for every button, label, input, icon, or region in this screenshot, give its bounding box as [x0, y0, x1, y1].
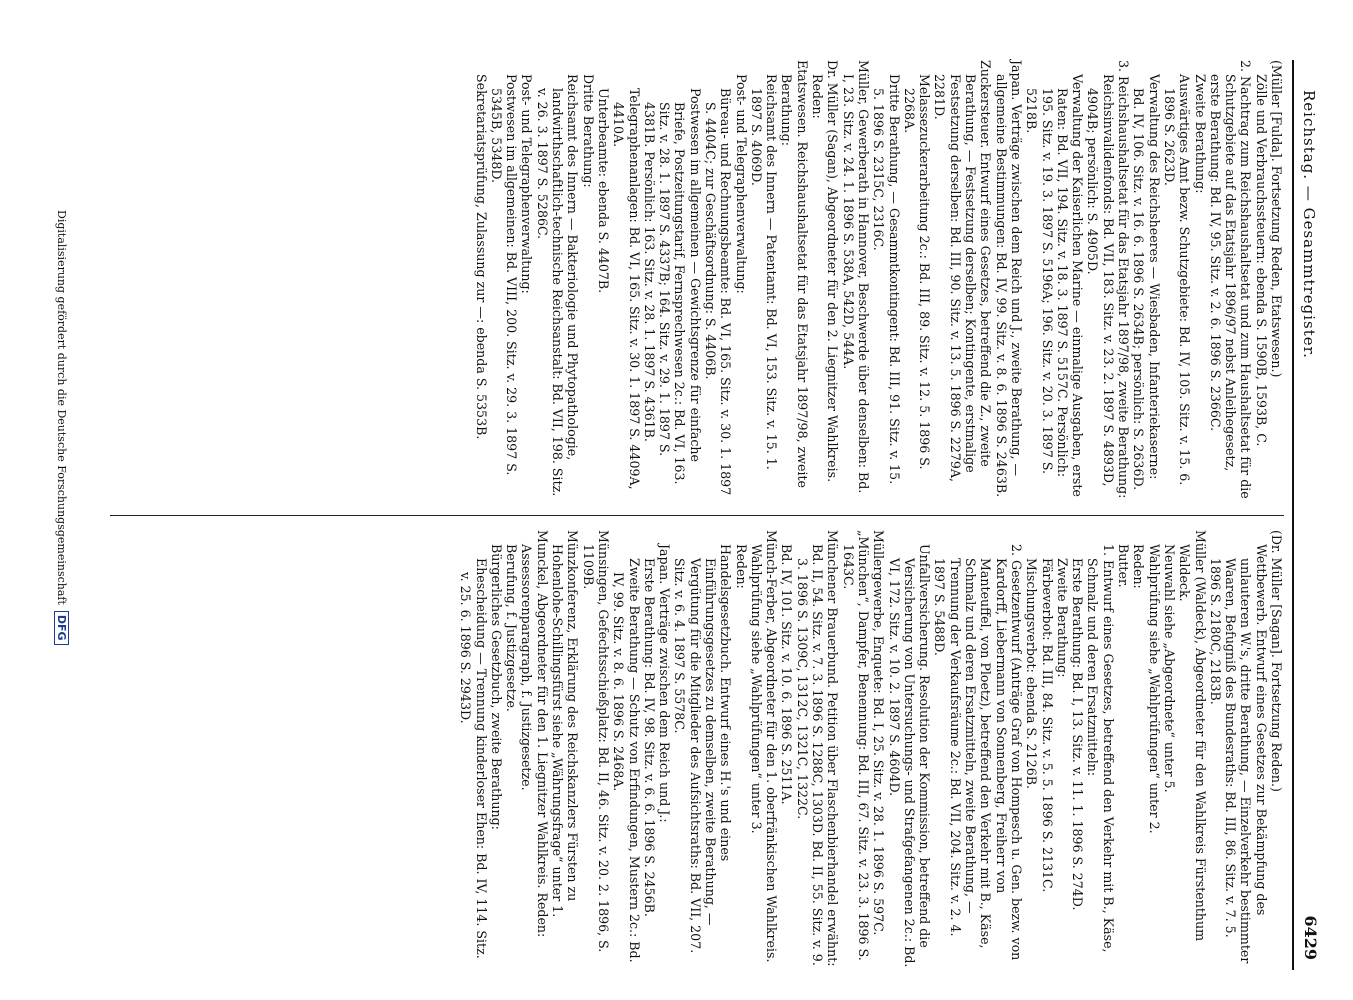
register-entry: Färbeverbot: Bd. III, 84. Sitz. v. 5. 5. 1896 S. 2131C.: [1039, 558, 1055, 893]
register-entry: 2. Gesetzentwurf (Anträge Graf von Hompesch u. Gen. bezw. von Kardorff, Liebermann von Sonnenberg, Freiherr von Manteuffel, von Ploetz), betreffend den Verkehr mit B., Käse, Schmalz und deren Ersatzmitteln, zweite Berathung, — Trennung der Verkaufsräume 2c.: Bd. VII, 204. Sitz. v. 2. 4. 1897 S. 5488D.: [932, 544, 1024, 961]
running-title: Reichstag. — Gesammtregister.: [1300, 90, 1318, 359]
register-entry: Berufung, f. Justizgesetze.: [504, 544, 520, 712]
funding-note: Digitalisierung gefördert durch die Deutsche Forschungsgemeinschaft: [55, 210, 68, 605]
page-number: 6429: [1301, 915, 1320, 960]
register-entry: Reden:: [733, 544, 749, 589]
register-entry: (Dr. Müller [Sagan]. Fortsetzung Reden.): [1269, 530, 1284, 792]
register-entry: Müller (Waldeck), Abgeordneter für den Wahlkreis Fürstenthum Waldeck.: [1177, 530, 1208, 942]
register-entry: 1. Entwurf eines Gesetzes, betreffend den Verkehr mit B., Käse, Schmalz und deren Ersatzmitteln:: [1085, 544, 1116, 953]
register-entry: Erste Berathung: Bd. IV, 98. Sitz. v. 6. 6. 1896 S. 2456B.: [641, 558, 657, 917]
register-entry: Bd. II, 54. Sitz. v. 7. 3. 1896 S. 1288C, 1303D. Bd. II, 55. Sitz. v. 9. 3. 1896 S. 1309C, 1312C, 1321C, 1322C.: [794, 544, 826, 966]
footer: [54, 210, 69, 645]
register-entry: Büreau- und Rechnungsbeamte: Bd. VI, 165. Sitz. v. 30. 1. 1897 S. 4404C; zur Geschäftsordnung: S. 4406B.: [703, 88, 734, 496]
register-entry: Melassezuckerarbeitung 2c.: Bd. III, 89. Sitz. v. 12. 5. 1896 S. 2268A.: [901, 74, 933, 470]
register-entry: Munckel, Abgeordneter für den 1. Liegnitzer Wahlkreis. Reden:: [534, 530, 550, 938]
register-entry: Postwesen im allgemeinen: Bd. VIII, 200. Sitz. v. 29. 3. 1897 S. 5345B, 5348D.: [488, 74, 520, 476]
register-entry: Wahlprüfung siehe „Wahlprüfungen“ unter 2.: [1146, 544, 1162, 834]
register-entry: Müller, Gewerberath in Hannover, Beschwerde über denselben: Bd. I, 23. Sitz. v. 24. 1. 1896 S. 538A, 542D, 544A.: [840, 60, 871, 494]
register-entry: Assessorenparagraph, f. Justizgesetze.: [519, 544, 535, 791]
register-entry: Müllergewerbe, Enquete: Bd. I, 25. Sitz. v. 28. 1. 1896 S. 597C.: [871, 530, 887, 936]
register-entry: Münzkonferenz, Erklärung des Reichskanzlers Fürsten zu Hohenlohe-Schillingsfürst siehe „Währungsfrage“ unter 1.: [550, 530, 581, 918]
register-entry: „München“, Dampfer, Benennung: Bd. III, 67. Sitz. v. 23. 3. 1896 S. 1643C.: [840, 530, 871, 961]
register-entry: Zuckersteuer. Entwurf eines Gesetzes, betreffend die Z., zweite Berathung, — Festsetzung derselben; Kontingente, erstmalige Festsetzung derselben: Bd. III, 90. Sitz. v. 13. 5. 1896 S. 2279A, 2281D.: [932, 60, 994, 482]
register-entry: Reichsinvalidenfonds: Bd. VII, 183. Sitz. v. 23. 2. 1897 S. 4893D, 4904B; persönlich: S. 4905D.: [1085, 74, 1116, 487]
register-entry: Mischungsverbot: ebenda S. 2126B.: [1024, 558, 1040, 789]
register-entry: Post- und Telegraphenverwaltung:: [733, 74, 749, 294]
page: [50, 40, 1340, 990]
register-entry: Japan. Verträge zwischen dem Reich und J.:: [657, 544, 673, 823]
register-entry: Dritte Berathung, — Gesammtkontingent: Bd. III, 91. Sitz. v. 15. 5. 1896 S. 2315C, 2316C.: [871, 74, 902, 485]
register-entry: Zweite Berathung:: [1054, 558, 1070, 678]
register-entry: Wettbewerb. Entwurf eines Gesetzes zur Bekämpfung des unlauteren W.'s, dritte Berathung, — Einzelverkehr bestimmter Waaren, Befugniß des Bundesraths: Bd. III, 86. Sitz. v. 7. 5. 1896 S. 2180C, 2183B.: [1207, 544, 1269, 964]
register-entry: Münch-Ferber, Abgeordneter für den 1. oberfränkischen Wahlkreis.: [764, 530, 780, 963]
register-entry: (Müller [Fulda]. Fortsetzung Reden, Etatswesen.): [1269, 60, 1284, 378]
register-entry: Japan. Verträge zwischen dem Reich und J., zweite Berathung, — allgemeine Bestimmungen: Bd. IV, 99. Sitz. v. 8. 6. 1896 S. 2463B.: [993, 60, 1024, 498]
register-entry: Auswärtiges Amt bezw. Schutzgebiete: Bd. IV, 105. Sitz. v. 15. 6. 1896 S. 2623D.: [1161, 74, 1193, 486]
register-entry: Wahlprüfung siehe „Wahlprüfungen“ unter 3.: [748, 544, 764, 834]
register-entry: 3. Reichshaushaltsetat für das Etatsjahr 1897/98, zweite Berathung:: [1116, 60, 1132, 499]
register-entry: Bürgerliches Gesetzbuch, zweite Berathung:: [488, 544, 504, 830]
register-entry: Zölle und Verbrauchssteuern: ebenda S. 1590B, 1593B, C.: [1253, 74, 1269, 447]
register-entry: Post- und Telegraphenverwaltung:: [519, 74, 535, 294]
column-right: [110, 530, 1284, 970]
register-entry: Unfallversicherung. Resolution der Kommission, betreffend die Versicherung von Untersuchungs- und Strafgefangenen 2c.: Bd. VI, 172. Sitz. v. 10. 2. 1897 S. 4604D.: [886, 544, 933, 968]
register-entry: Unterbeamte: ebenda S. 4407B.: [595, 88, 611, 294]
register-entry: Handelsgesetzbuch. Entwurf eines H.'s und eines Einführungsgesetzes zu demselben, zweite Berathung, — Vergütung für die Mitglieder des Aufsichtsraths: Bd. VII, 207. Sitz. v. 6. 4. 1897 S. 5578C.: [672, 544, 734, 954]
register-entry: Reichsamt des Innern — Bakteriologie und Phytopathologie, landwirthschaftlich-technische Reichsanstalt: Bd. VII, 198. Sitz. v. 26. 3. 1897 S. 5286C.: [534, 74, 581, 497]
register-entry: 2. Nachtrag zum Reichshaushaltsetat und zum Haushaltsetat für die Schutzgebiete auf das Etatsjahr 1896/97 nebst Anleihegesetz, erste Berathung: Bd. IV, 95. Sitz. v. 2. 6. 1896 S. 2366C.: [1207, 60, 1254, 499]
column-left: [110, 60, 1284, 500]
register-entry: Dritte Berathung:: [580, 74, 596, 188]
register-entry: Zweite Berathung:: [1192, 74, 1208, 194]
register-entry: Bd. IV, 101. Sitz. v. 10. 6. 1896 S. 2511A.: [779, 544, 795, 805]
register-columns: [110, 60, 1284, 970]
register-entry: Dr. Müller (Sagan), Abgeordneter für den 2. Liegnitzer Wahlkreis. Reden:: [810, 60, 841, 483]
register-entry: Neuwahl siehe „Abgeordnete“ unter 5.: [1161, 544, 1177, 793]
register-entry: Reichsamt des Innern — Patentamt: Bd. VI, 153. Sitz. v. 15. 1. 1897 S. 4069D.: [748, 74, 780, 470]
register-entry: Ehescheidung — Trennung kinderloser Ehen: Bd. IV, 114. Sitz. v. 25. 6. 1896 S. 2943D.: [458, 558, 489, 959]
register-entry: Zweite Berathung — Schutz von Erfindungen, Mustern 2c.: Bd. IV, 99. Sitz. v. 8. 6. 1896 S. 2468A.: [611, 558, 642, 963]
rotated-sheet: [50, 40, 1340, 990]
page-header: [1292, 60, 1322, 970]
column-divider: [110, 515, 1284, 516]
register-entry: Butter.: [1116, 544, 1132, 588]
register-entry: Postwesen im allgemeinen — Gewichtsgrenze für einfache Briefe, Postzeitungstarif, Fernsprechwesen 2c.: Bd. VI, 163. Sitz. v. 28. 1. 1897 S. 4337B; 164. Sitz. v. 29. 1. 1897 S. 4381B. Persönlich: 163. Sitz. v. 28. 1. 1897 S. 4361B.: [641, 88, 703, 485]
register-entry: Münchener Brauerbund. Petition über Flaschenbierhandel erwähnt:: [825, 530, 841, 967]
register-entry: Etatswesen. Reichshaushaltsetat für das Etatsjahr 1897/98, zweite Berathung:: [779, 60, 810, 488]
register-entry: Erste Berathung: Bd. I, 13. Sitz. v. 11. 1. 1896 S. 274D.: [1070, 558, 1086, 911]
register-entry: Münsingen, Gefechtsschießplatz: Bd. II, 46. Sitz. v. 20. 2. 1896, S. 1109B.: [580, 530, 611, 953]
dfg-logo: DFG: [54, 611, 69, 645]
register-entry: Verwaltung der Kaiserlichen Marine — einmalige Ausgaben, erste Raten: Bd. VII, 194. Sitz. v. 18. 3. 1897 S. 5157C. Persönlich: 195. Sitz. v. 19. 3. 1897 S. 5196A; 196. Sitz. v. 20. 3. 1897 S. 5218B.: [1024, 74, 1086, 497]
register-entry: Sekretariatsprüfung, Zulassung zur —: ebenda S. 5353B.: [473, 74, 489, 440]
register-entry: Reden:: [1131, 544, 1147, 589]
register-entry: Verwaltung des Reichsheeres — Wiesbaden, Infanteriekaserne: Bd. IV, 106. Sitz. v. 16. 6. 1896 S. 2634B; persönlich: S. 2636D.: [1131, 74, 1162, 491]
register-entry: Telegraphenanlagen: Bd. VI, 165. Sitz. v. 30. 1. 1897 S. 4409A, 4410A.: [611, 88, 642, 490]
